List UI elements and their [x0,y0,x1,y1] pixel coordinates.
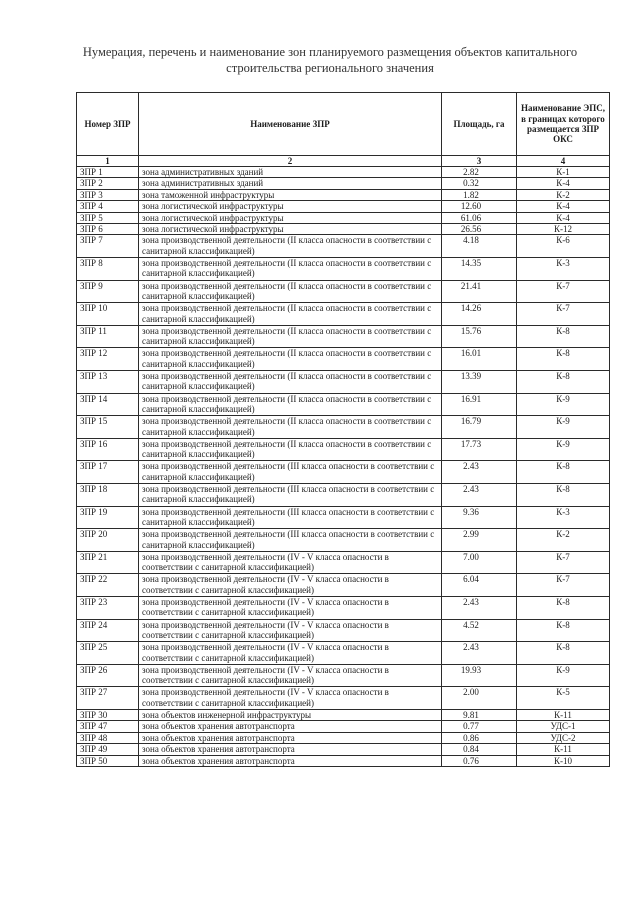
cell-zone-name: зона административных зданий [139,178,442,189]
cell-zone-number: ЗПР 12 [77,348,139,371]
table-row [77,371,610,394]
cell-area: 17.73 [442,438,517,461]
cell-eps: К-2 [517,189,610,200]
header-name: Наименование ЗПР [139,93,442,156]
cell-zone-name: зона производственной деятельности (II класса опасности в соответствии с санитарной классификацией) [139,393,442,416]
cell-zone-number: ЗПР 23 [77,596,139,619]
cell-eps: К-9 [517,664,610,687]
cell-area: 2.43 [442,461,517,484]
cell-zone-name: зона производственной деятельности (II класса опасности в соответствии с санитарной классификацией) [139,371,442,394]
cell-area: 19.93 [442,664,517,687]
cell-area: 7.00 [442,551,517,574]
table-row [77,189,610,200]
cell-eps: К-6 [517,235,610,258]
cell-area: 16.91 [442,393,517,416]
cell-area: 4.18 [442,235,517,258]
cell-area: 14.26 [442,303,517,326]
cell-eps: К-7 [517,551,610,574]
cell-area: 21.41 [442,280,517,303]
cell-zone-number: ЗПР 13 [77,371,139,394]
cell-area: 0.84 [442,744,517,755]
header-num: Номер ЗПР [77,93,139,156]
cell-eps: К-5 [517,687,610,710]
cell-area: 16.01 [442,348,517,371]
cell-zone-number: ЗПР 48 [77,732,139,743]
cell-eps: К-2 [517,529,610,552]
cell-area: 0.76 [442,755,517,766]
cell-area: 4.52 [442,619,517,642]
cell-zone-name: зона производственной деятельности (II класса опасности в соответствии с санитарной классификацией) [139,438,442,461]
cell-zone-number: ЗПР 7 [77,235,139,258]
table-row [77,574,610,597]
cell-area: 15.76 [442,325,517,348]
table-header-row [77,93,610,156]
cell-eps: К-8 [517,325,610,348]
cell-zone-number: ЗПР 20 [77,529,139,552]
table-row [77,224,610,235]
cell-area: 0.77 [442,721,517,732]
table-row [77,167,610,178]
table-row [77,258,610,281]
cell-zone-name: зона производственной деятельности (IV - V класса опасности в соответствии с санитарной классификацией) [139,574,442,597]
table-row [77,235,610,258]
cell-area: 9.36 [442,506,517,529]
cell-area: 2.43 [442,483,517,506]
col-number-1: 1 [77,156,139,167]
cell-area: 2.43 [442,596,517,619]
cell-zone-number: ЗПР 9 [77,280,139,303]
cell-zone-number: ЗПР 2 [77,178,139,189]
cell-zone-number: ЗПР 16 [77,438,139,461]
cell-eps: К-12 [517,224,610,235]
cell-zone-name: зона объектов хранения автотранспорта [139,755,442,766]
table-row [77,755,610,766]
cell-area: 13.39 [442,371,517,394]
table-row [77,393,610,416]
cell-zone-name: зона логистической инфраструктуры [139,224,442,235]
table-row [77,506,610,529]
title-line-1: Нумерация, перечень и наименование зон планируемого размещения объектов капитального [82,45,578,59]
cell-eps: К-3 [517,258,610,281]
column-numbers-row [77,156,610,167]
cell-area: 1.82 [442,189,517,200]
cell-zone-number: ЗПР 17 [77,461,139,484]
cell-zone-number: ЗПР 8 [77,258,139,281]
cell-eps: К-4 [517,201,610,212]
header-eps: Наименование ЭПС, в границах которого размещается ЗПР ОКС [517,93,610,156]
cell-zone-number: ЗПР 30 [77,709,139,720]
header-area: Площадь, га [442,93,517,156]
cell-eps: УДС-2 [517,732,610,743]
cell-zone-name: зона административных зданий [139,167,442,178]
table-row [77,201,610,212]
cell-zone-name: зона производственной деятельности (III класса опасности в соответствии с санитарной классификацией) [139,461,442,484]
cell-zone-number: ЗПР 3 [77,189,139,200]
cell-zone-name: зона производственной деятельности (IV - V класса опасности в соответствии с санитарной классификацией) [139,619,442,642]
cell-area: 16.79 [442,416,517,439]
cell-eps: К-9 [517,393,610,416]
cell-zone-name: зона производственной деятельности (IV - V класса опасности в соответствии с санитарной классификацией) [139,551,442,574]
cell-eps: К-8 [517,483,610,506]
cell-zone-name: зона производственной деятельности (IV - V класса опасности в соответствии с санитарной классификацией) [139,664,442,687]
cell-zone-number: ЗПР 50 [77,755,139,766]
table-row [77,461,610,484]
cell-zone-name: зона производственной деятельности (III класса опасности в соответствии с санитарной классификацией) [139,483,442,506]
table-row [77,416,610,439]
cell-zone-name: зона логистической инфраструктуры [139,201,442,212]
cell-zone-number: ЗПР 1 [77,167,139,178]
table-row [77,596,610,619]
col-number-3: 3 [442,156,517,167]
cell-area: 2.43 [442,642,517,665]
cell-eps: К-7 [517,280,610,303]
cell-zone-name: зона производственной деятельности (IV - V класса опасности в соответствии с санитарной классификацией) [139,596,442,619]
cell-zone-number: ЗПР 22 [77,574,139,597]
cell-area: 61.06 [442,212,517,223]
cell-eps: К-3 [517,506,610,529]
table-row [77,642,610,665]
table-body [77,167,610,767]
cell-area: 6.04 [442,574,517,597]
cell-zone-number: ЗПР 6 [77,224,139,235]
cell-zone-name: зона производственной деятельности (II класса опасности в соответствии с санитарной классификацией) [139,325,442,348]
cell-zone-number: ЗПР 10 [77,303,139,326]
cell-zone-name: зона производственной деятельности (III класса опасности в соответствии с санитарной классификацией) [139,529,442,552]
cell-zone-name: зона производственной деятельности (II класса опасности в соответствии с санитарной классификацией) [139,416,442,439]
cell-eps: К-4 [517,212,610,223]
cell-eps: К-11 [517,744,610,755]
cell-eps: К-8 [517,596,610,619]
cell-zone-number: ЗПР 27 [77,687,139,710]
cell-zone-name: зона объектов хранения автотранспорта [139,721,442,732]
cell-zone-number: ЗПР 5 [77,212,139,223]
cell-eps: К-8 [517,619,610,642]
col-number-4: 4 [517,156,610,167]
cell-zone-number: ЗПР 26 [77,664,139,687]
cell-zone-name: зона производственной деятельности (II класса опасности в соответствии с санитарной классификацией) [139,235,442,258]
table-row [77,483,610,506]
cell-zone-name: зона производственной деятельности (IV - V класса опасности в соответствии с санитарной классификацией) [139,687,442,710]
table-row [77,551,610,574]
cell-zone-name: зона объектов хранения автотранспорта [139,732,442,743]
cell-eps: К-11 [517,709,610,720]
cell-zone-name: зона производственной деятельности (IV - V класса опасности в соответствии с санитарной классификацией) [139,642,442,665]
cell-area: 12.60 [442,201,517,212]
cell-area: 0.32 [442,178,517,189]
cell-zone-name: зона логистической инфраструктуры [139,212,442,223]
table-row [77,687,610,710]
cell-zone-number: ЗПР 18 [77,483,139,506]
cell-zone-name: зона производственной деятельности (II класса опасности в соответствии с санитарной классификацией) [139,348,442,371]
cell-zone-name: зона производственной деятельности (II класса опасности в соответствии с санитарной классификацией) [139,303,442,326]
cell-zone-number: ЗПР 24 [77,619,139,642]
cell-eps: К-10 [517,755,610,766]
cell-eps: К-7 [517,574,610,597]
cell-zone-name: зона производственной деятельности (II класса опасности в соответствии с санитарной классификацией) [139,280,442,303]
table-row [77,709,610,720]
title-line-2: строительства регионального значения [226,61,434,75]
cell-zone-number: ЗПР 4 [77,201,139,212]
cell-area: 0.86 [442,732,517,743]
table-row [77,280,610,303]
table-row [77,529,610,552]
cell-zone-name: зона производственной деятельности (III класса опасности в соответствии с санитарной классификацией) [139,506,442,529]
table-row [77,664,610,687]
cell-area: 2.82 [442,167,517,178]
table-row [77,619,610,642]
cell-eps: К-8 [517,642,610,665]
document-title [60,44,600,76]
cell-eps: К-8 [517,461,610,484]
cell-zone-number: ЗПР 15 [77,416,139,439]
cell-eps: К-7 [517,303,610,326]
cell-zone-number: ЗПР 25 [77,642,139,665]
cell-zone-number: ЗПР 11 [77,325,139,348]
table-row [77,438,610,461]
cell-zone-number: ЗПР 19 [77,506,139,529]
cell-zone-number: ЗПР 49 [77,744,139,755]
cell-zone-name: зона объектов инженерной инфраструктуры [139,709,442,720]
cell-area: 14.35 [442,258,517,281]
table-row [77,721,610,732]
cell-eps: К-8 [517,371,610,394]
cell-eps: К-4 [517,178,610,189]
table-row [77,732,610,743]
cell-eps: К-1 [517,167,610,178]
cell-area: 9.81 [442,709,517,720]
cell-zone-name: зона производственной деятельности (II класса опасности в соответствии с санитарной классификацией) [139,258,442,281]
table-row [77,744,610,755]
cell-area: 2.99 [442,529,517,552]
table-row [77,348,610,371]
table-row [77,303,610,326]
col-number-2: 2 [139,156,442,167]
cell-eps: К-9 [517,416,610,439]
cell-area: 26.56 [442,224,517,235]
table-row [77,325,610,348]
cell-zone-number: ЗПР 21 [77,551,139,574]
cell-eps: К-8 [517,348,610,371]
cell-eps: УДС-1 [517,721,610,732]
zones-table [76,92,610,767]
table-row [77,212,610,223]
cell-zone-number: ЗПР 47 [77,721,139,732]
cell-area: 2.00 [442,687,517,710]
cell-zone-name: зона таможенной инфраструктуры [139,189,442,200]
table-row [77,178,610,189]
cell-eps: К-9 [517,438,610,461]
cell-zone-number: ЗПР 14 [77,393,139,416]
cell-zone-name: зона объектов хранения автотранспорта [139,744,442,755]
